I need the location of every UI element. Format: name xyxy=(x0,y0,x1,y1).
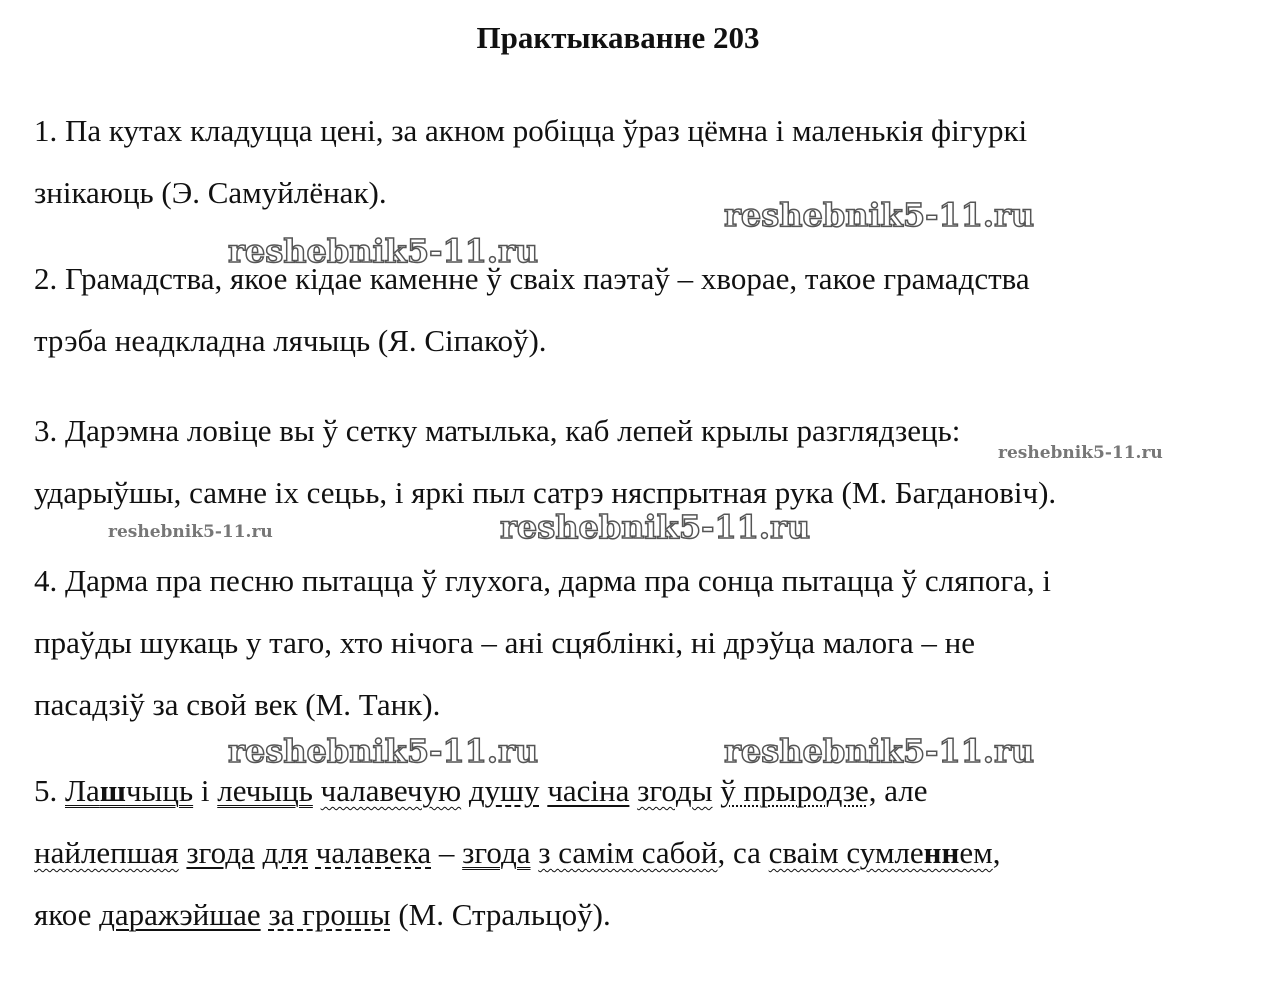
subject-word: часіна xyxy=(547,773,630,808)
paragraph-4-line-3: пасадзіў за свой век (М. Танк). xyxy=(34,687,441,722)
paragraph-2 xyxy=(34,248,1234,372)
object-word: для xyxy=(262,835,308,870)
dash-sign: – xyxy=(438,835,455,870)
watermark: reshebnik5-11.ru xyxy=(500,508,811,546)
plain-text: якое xyxy=(34,897,92,932)
paragraph-2-line-1: 2. Грамадства, якое кідае каменне ў сваіх паэтаў – хворае, такое грамадства xyxy=(34,261,1030,296)
attribute-word: згоды xyxy=(637,773,713,808)
paragraph-3-line-2: ударыўшы, самне іх сецьь, і яркі пыл сатрэ няспрытная рука (М. Багдановіч). xyxy=(34,475,1057,510)
object-word: за грошы xyxy=(268,897,391,932)
conjunction-word: і xyxy=(200,773,210,808)
attribute-word: найлепшая xyxy=(34,835,179,870)
paragraph-1 xyxy=(34,100,1234,224)
paragraph-4 xyxy=(34,550,1234,736)
predicate-word: лечыць xyxy=(217,773,313,808)
predicate-word: даражэйшае xyxy=(99,897,261,932)
plain-text: , але xyxy=(868,773,928,808)
paragraph-4-line-1: 4. Дарма пра песню пытацца ў глухога, дарма пра сонца пытацца ў сляпога, і xyxy=(34,563,1052,598)
paragraph-5-line-1: 5. Лашчыць і лечыць чалавечую душу часіна згоды ў прыродзе, але xyxy=(34,773,928,808)
object-word: душу xyxy=(468,773,540,808)
paragraph-5-line-3 xyxy=(34,884,1234,946)
plain-text: , са xyxy=(717,835,761,870)
attribute-word: сваім сумленнем xyxy=(768,835,993,870)
paragraph-3-line-1: 3. Дарэмна ловіце вы ў сетку матылька, каб лепей крылы разглядзець: xyxy=(34,413,961,448)
predicate-word: згода xyxy=(462,835,531,870)
paragraph-1-line-1: 1. Па кутах кладуцца цені, за акном робіцца ўраз цёмна і маленькія фігуркі xyxy=(34,113,1028,148)
paragraph-5-line-2 xyxy=(34,822,1234,884)
page-title: Практыкаванне 203 xyxy=(476,20,760,55)
attribute-word: з самім сабой xyxy=(538,835,718,870)
paragraph-2-line-2: трэба неадкладна лячыць (Я. Сіпакоў). xyxy=(34,323,547,358)
watermark: reshebnik5-11.ru xyxy=(228,732,539,770)
paragraph-5 xyxy=(34,760,1234,946)
predicate-word: Лашчыць xyxy=(65,773,194,808)
plain-text: , xyxy=(992,835,1001,870)
subject-word: згода xyxy=(186,835,255,870)
watermark: reshebnik5-11.ru xyxy=(724,196,1035,234)
adverbial-word: ў прыродзе xyxy=(720,773,869,808)
watermark: reshebnik5-11.ru xyxy=(228,232,539,270)
object-word: чалавека xyxy=(315,835,432,870)
attribute-word: чалавечую xyxy=(320,773,462,808)
paragraph-1-line-2: знікаюць (Э. Самуйлёнак). xyxy=(34,175,387,210)
plain-text: (М. Стральцоў). xyxy=(398,897,611,932)
watermark: reshebnik5-11.ru xyxy=(724,732,1035,770)
watermark: reshebnik5-11.ru xyxy=(998,443,1163,463)
watermark: reshebnik5-11.ru xyxy=(108,522,273,542)
paragraph-4-line-2: праўды шукаць у таго, хто нічога – ані сцяблінкі, ні дрэўца малога – не xyxy=(34,625,975,660)
